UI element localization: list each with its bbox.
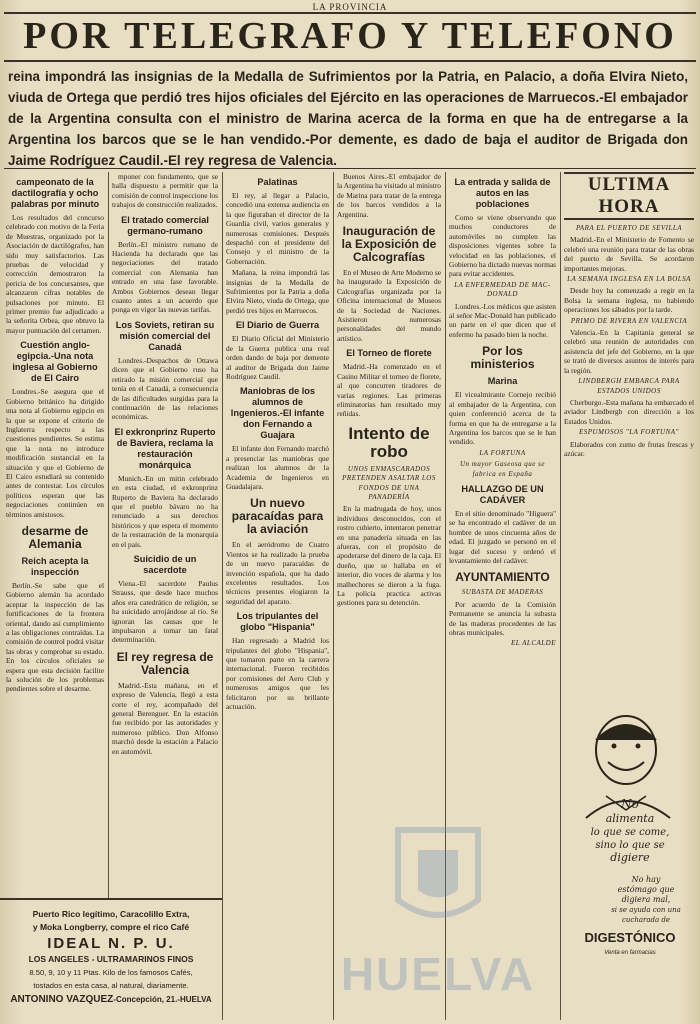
ad-line: tostados en esta casa, al natural, diariamente. [33,981,189,990]
ad-street: -Concepción, 21.-HUELVA [113,995,212,1004]
article-text: Valencia.-En la Capitanía general se celebró una reunión de autoridades con asistencia del jefe del Gobierno, en la que se trató de diversos asuntos de interés para la región. [564,328,694,375]
article-text: Como se viene observando que muchos conductores de automóviles no cumplen las disposiciones vigentes sobre la velocidad en las poblaciones, el Gobierno ha dictado nuevas normas para evitar accidentes. [449,213,556,279]
article-text: Madrid.-En el Ministerio de Fomento se celebró una reunión para tratar de las obras del puerto de Sevilla. Se acordaron importantes mejoras. [564,235,694,273]
article-text: Londres.-Se asegura que el Gobierno británico ha dirigido una nota al Gobierno egipcio en la que se expone el criterio de Inglaterra respecto a las cuestiones pendientes. Se estima que la nota no introduce modificación sustancial en la situación y que el Gobierno de El Cairo estudiará su contenido antes de contestar. Los círculos políticos esperan que las negociaciones continúen en términos amistosos. [6,387,104,519]
headline-torneo-florete: El Torneo de florete [346,348,432,359]
article-text: Por acuerdo de la Comisión Permanente se anuncia la subasta de las maderas procedentes de las obras municipales. [449,599,556,637]
ad-la-fortuna: LA FORTUNA [479,448,526,457]
article-text: Londres.-Los médicos que asisten al señor Mac-Donald han publicado un parte en el que dicen que el enfermo ha pasado bien la noche. [449,301,556,339]
article-text: Viena.-El sacerdote Paulus Strauss, que desde hace muchos años era catedrático de religión, se ha suicidado arrojándose al río. Se ignoran las causas que le impulsaron a tomar tan fatal determinación. [112,578,218,645]
headline-anglo-egipcia: Cuestión anglo-egipcia.-Una nota inglesa al Gobierno de El Cairo [12,340,98,384]
article-text: Elaborados con zumo de frutas frescas y azúcar. [564,439,694,458]
headline-ruperto: El exkronprinz Ruperto de Baviera, reclama la restauración monárquica [114,426,216,470]
headline-desarme: desarme de Alemania [21,523,89,551]
ad-line: Puerto Rico legítimo, Caracolillo Extra, [32,909,190,919]
article-text: Han regresado a Madrid los tripulantes del globo "Hispania", que tomaron parte en la carrera internacional. Fueron recibidos por comisiones del Aero Club y numerosos amigos que les felicitaron por su brillante actuación. [226,636,329,712]
headline-ayuntamiento: AYUNTAMIENTO [455,570,550,585]
article-text: El rey, al llegar a Palacio, concedió una extensa audiencia en la que figuraban el director de la Guardia civil, varios generales y numerosas comisiones. Después despachó con el presidente del Consejo y el ministro de la Gobernación. [226,191,329,266]
ultima-hora-title: ULTIMA HORA [564,172,694,220]
article-text: Desde hoy ha comenzado a regir en la Bolsa la semana inglesa, no habiendo operaciones los sábados por la tarde. [564,286,694,315]
ad-slogan-line: lo que se come, [590,827,670,838]
lead-summary [8,66,688,171]
article-text: El Diario Oficial del Ministerio de la Guerra publica una real orden dando de baja por demente al auditor de Brigada don Jaime Rodríguez Caudil. [226,334,329,381]
headline-suicidio: Suicidio de un sacerdote [133,553,197,575]
column-rule [560,172,561,1020]
article-text: Berlín.-Se sabe que el Gobierno alemán ha acordado aceptar la inspección de las fortificaciones de la frontera oriental, dando así cumplimiento a las obligaciones contraídas. La comisión de control podrá visitar las obras y comprobar su estado. En los círculos oficiales se espera que esta decisión facilite la solución de los problemas pendientes sobre el desarme. [6,580,104,694]
ad-slogan-line: No [621,797,639,811]
ad-slogan-line: digiere [610,851,650,864]
headline-palatinas: Palatinas [257,177,298,187]
article-text: Madrid.-Esta mañana, en el expreso de Valencia, llegó a esta corte el rey, acompañado del general Berenguer. En la estación fue recibido por las autoridades y numeroso público. Don Alfonso marchó desde la estación a Palacio en automóvil. [112,680,218,756]
watermark-text: HUELVA [340,948,536,1000]
column-3 [226,172,329,1016]
headline-autos: La entrada y salida de autos en las poblaciones [454,177,551,209]
article-text: Los resultados del concurso celebrado con motivo de la Feria de Muestras, organizado por la Asociación de dactilógrafos, han sido muy satisfactorios. Las pruebas de velocidad y corrección demostraron la pericia de los concursantes, que alcanzaron cifras notables de pulsaciones por minuto. El primer premio fue adjudicado a la señorita Orbea, que obtuvo la mayor puntuación del certamen. [6,213,104,335]
article-text: Londres.-Despachos de Ottawa dicen que el Gobierno ruso ha retirado la misión comercial que tenía en el Canadá, a consecuencia de las dificultades surgidas para la continuación de las relaciones económicas. [112,355,218,422]
headline-diario-guerra: El Diario de Guerra [235,320,320,331]
column-rule [108,172,109,900]
headline-ministerios: Por los ministerios [470,344,535,372]
article-text: El vicealmirante Cornejo recibió al embajador de la Argentina, con quien conferenció acerca de la forma en que ha de entregarse a la Argentina los barcos que se le han vendido. [449,390,556,447]
ad-line: LOS ANGELES - ULTRAMARINOS FINOS [28,954,194,964]
subheadline-macdonald: LA ENFERMEDAD DE MAC-DONALD [454,280,551,299]
article-text: Buenos Aires.-El embajador de la Argentina ha visitado al ministro de Marina para tratar de la entrega de los barcos vendidos a la Argentina. [337,172,441,219]
article-text: Cherburgo.-Esta mañana ha embarcado el aviador Lindbergh con dirección a los Estados Unidos. [564,397,694,426]
subheadline-puerto-sevilla: PARA EL PUERTO DE SEVILLA [575,224,683,232]
signature-alcalde: EL ALCALDE [510,639,556,648]
ad-brand-digestonico: DIGESTÓNICO [584,930,676,945]
column-2 [112,172,218,896]
headline-paracaidas: Un nuevo paracaídas para la aviación [231,496,324,537]
paper-name: LA PROVINCIA [312,2,388,12]
subheadline-primo-rivera: PRIMO DE RIVERA EN VALENCIA [570,316,688,325]
ad-line: y Moka Longberry, compre el rico Café [32,922,190,932]
article-text: En el Museo de Arte Moderno se ha inaugurado la Exposición de Calcografías organizada por la Oficina internacional de Museos de la Sociedad de Naciones. Asistieron numerosas personalidades del mundo artístico. [337,268,441,343]
headline-rey-valencia: El rey regresa de Valencia [116,649,214,677]
lead-text: reina impondrá las insignias de la Medalla de Sufrimientos por la Patria, en Palacio, a doña Elvira Nieto, viuda de Ortega que perdió tres hijos oficiales del Ejército en las operaciones de Marruecos.-El embajador de la Argentina consulta con el ministro de Marina acerca de la forma en que ha de entregarse a la Argentina los barcos que se le han vendido.-Por demente, es dado de baja el auditor de Brigada don Jaime Rodríguez Caudil.-El rey regresa de Valencia. [8,69,688,168]
digestonico-advertisement [566,700,694,962]
ad-la-fortuna-tagline: Un mayor Gaseosa que se fabrica en España [460,460,545,478]
article-text: Berlín.-El ministro rumano de Hacienda ha declarado que las negociaciones del tratado comercial con Alemania han entrado en una fase favorable. Ambos Gobiernos desean llegar cuanto antes a un acuerdo que ponga en vigor las nuevas tarifas. [112,239,218,315]
ad-slogan-line: si se ayuda con una [611,906,681,914]
subheadline-lindbergh: LINDBERGH EMBARCA PARA ESTADOS UNIDOS [578,377,680,395]
ad-footnote: Venta en farmacias [604,950,656,956]
ad-line: 8.50, 9, 10 y 11 Ptas. Kilo de los famosos Cafés, [29,968,193,977]
column-6 [564,172,694,692]
column-rule [333,172,334,1020]
article-text: Mañana, la reina impondrá las insignias de la Medalla de Sufrimientos por la Patria a doña Elvira Nieto, viuda de Ortega, que perdió tres hijos en Marruecos. [226,268,329,315]
ad-brand: IDEAL N. P. U. [47,935,175,952]
ad-slogan-line: digiera mal, [621,895,671,904]
shield-icon [398,830,478,915]
headline-reich: Reich acepta la inspección [21,555,89,577]
headline-soviets: Los Soviets, retiran su misión comercial del Canadá [115,319,215,352]
article-text: En el sitio denominado "Higuera" se ha encontrado el cadáver de un hombre de unos cincuenta años de edad. El juzgado se personó en el lugar del suceso y ordenó el levantamiento del cadáver. [449,508,556,565]
ad-slogan-line: sino lo que se [595,840,665,851]
coffee-advertisement [0,898,222,1018]
lead-rule [4,168,696,169]
section-title: POR TELEGRAFO Y TELEFONO [23,15,677,57]
article-text: En el aeródromo de Cuatro Vientos se ha realizado la prueba de un nuevo paracaídas de invención española, que ha dado excelentes resultados. Los técnicos presentes elogiaron la seguridad del aparato. [226,540,329,606]
headline-maniobras: Maniobras de los alumnos de Ingenieros.-El infante don Fernando a Guajara [230,386,325,441]
column-rule [222,172,223,1020]
subheadline-semana-inglesa: LA SEMANA INGLESA EN LA BOLSA [567,275,691,284]
headline-marina: Marina [487,376,518,387]
headline-exposicion-calcografias: Inauguración de la Exposición de Calcografías [341,224,437,265]
ad-address [0,992,222,1008]
ad-owner: ANTONINO VAZQUEZ [10,994,114,1005]
headline-tratado-comercial: El tratado comercial germano-rumano [121,214,209,236]
headline-dactilografia: campeonato de la dactilografía y ocho palabras por minuto [10,177,100,209]
article-text: mponer con fundamento, que se halla dispuesto a permitir que la comisión de control inspeccione los trabajos de construcción realizados. [112,172,218,210]
article-text: Madrid.-Ha comenzado en el Casino Militar el torneo de florete, al que concurren tiradores de varias regiones. Las primeras eliminatorias han resultado muy reñidas. [337,362,441,419]
headline-intento-robo: Intento de robo [348,423,430,461]
subheadline-robo: UNOS ENMASCARADOS PRETENDEN ASALTAR LOS FONDOS DE UNA PANADERÍA [342,464,436,501]
column-1 [6,172,104,896]
article-text: En la madrugada de hoy, unos individuos desconocidos, con el rostro cubierto, intentaron penetrar en una panadería situada en las afueras, con el propósito de apoderarse del dinero de la caja. El dueño, que se hallaba en el interior, dio voces de alarma y los malhechores se dieron a la fuga. La policía practica activas gestiones para su detención. [337,504,441,608]
headline-globo-hispania: Los tripulantes del globo "Hispania" [236,611,319,633]
headline-hallazgo-cadaver: HALLAZGO DE UN CADÁVER [461,483,544,505]
ad-slogan-line: estómago que [617,885,675,894]
ad-slogan-line: alimenta [605,812,655,825]
article-text: El infante don Fernando marchó a presenciar las maniobras que realizan los alumnos de la Academia de Ingenieros en Guadalajara. [226,444,329,491]
subheadline-espumosos: ESPUMOSOS "LA FORTUNA" [579,428,679,437]
ad-slogan-line: No hay [631,875,661,884]
archive-watermark [338,820,538,1020]
title-rule [4,60,696,62]
subheadline-subasta: SUBASTA DE MADERAS [461,588,544,597]
ad-slogan-line: cucharada de [621,916,671,924]
article-text: Munich.-En un mitin celebrado en esta ciudad, el exkronprinz Ruperto de Baviera ha declarado que el pueblo bávaro no ha renunciado a sus derechos históricos y que espera el momento de la restauración de la monarquía en el país. [112,473,218,549]
